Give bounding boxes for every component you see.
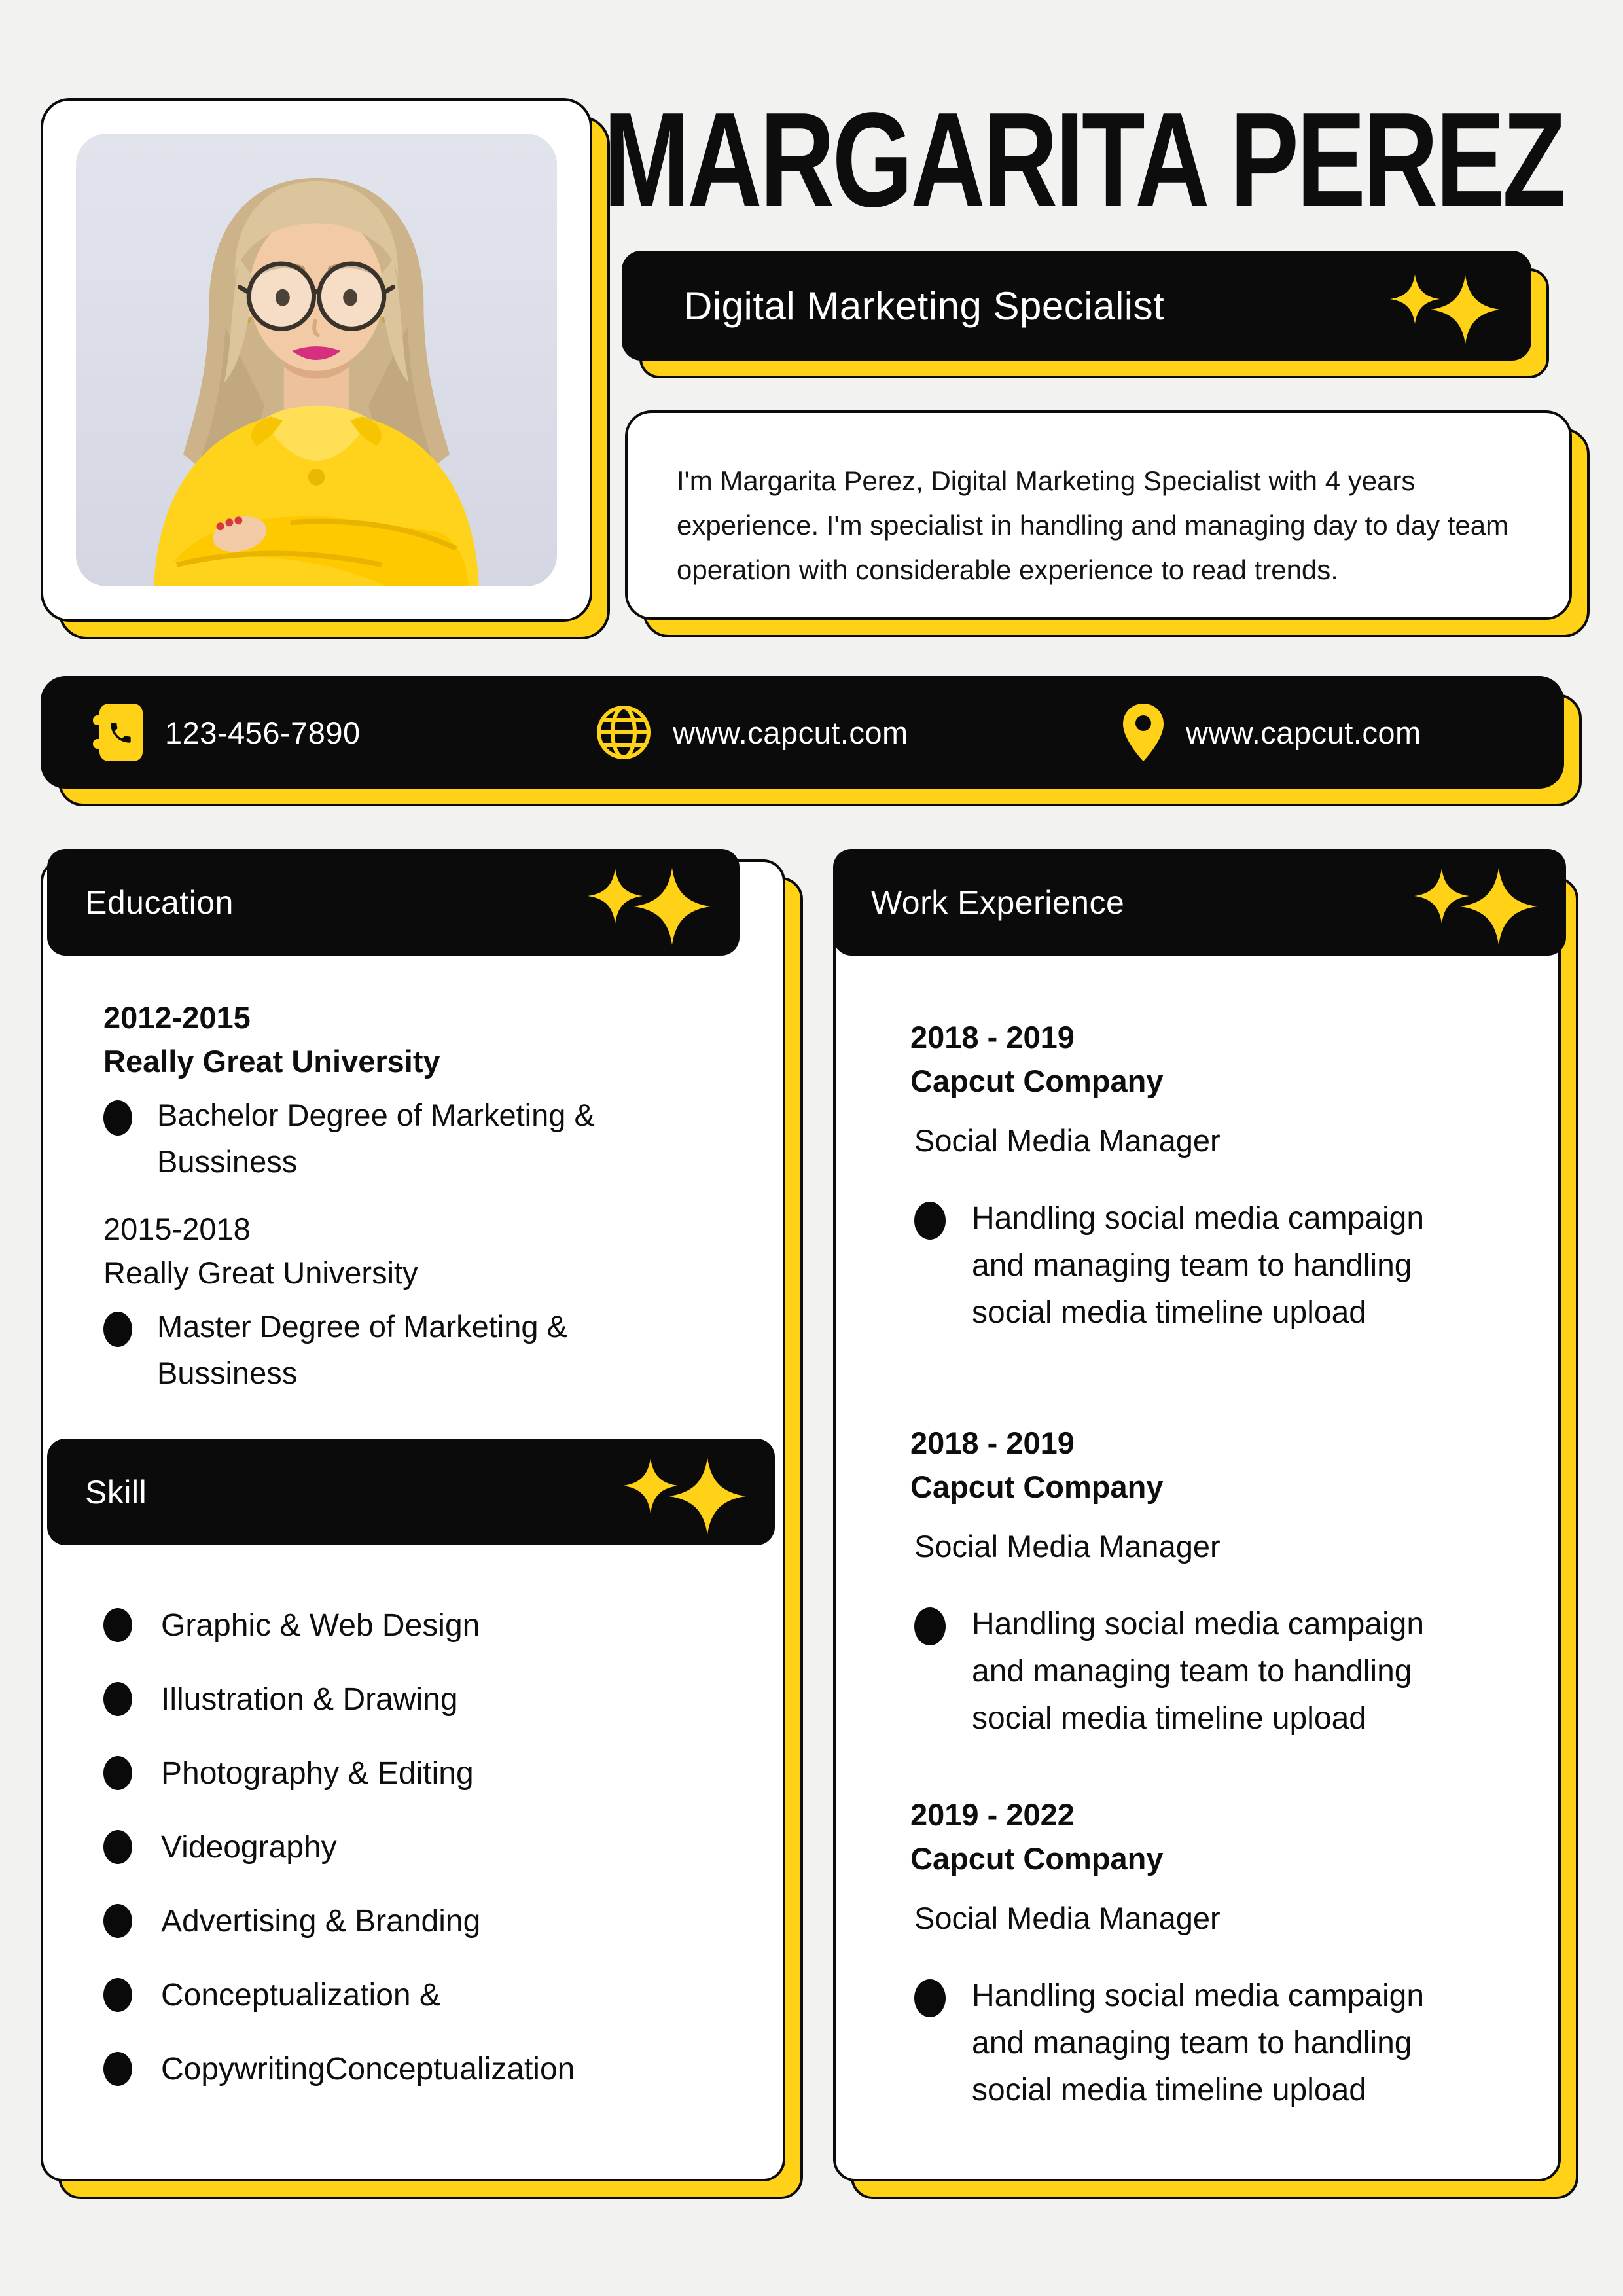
skill-list [103, 1602, 575, 2119]
phone-icon [93, 702, 144, 762]
education-degree: Master Degree of Marketing & Bussiness [157, 1309, 567, 1390]
skill-section-header [47, 1439, 775, 1545]
sparkles-icon [1414, 864, 1537, 941]
job-title-badge [622, 251, 1531, 361]
photo-card [41, 98, 592, 622]
skill-label: Photography & Editing [161, 1755, 474, 1791]
bullet-dot [914, 1202, 946, 1240]
experience-company: Capcut Company [910, 1840, 1164, 1876]
contact-bar [41, 676, 1564, 789]
bullet-dot [914, 1979, 946, 2017]
education-degree-item [103, 1092, 654, 1185]
skill-label: Videography [161, 1829, 337, 1865]
experience-heading: Work Experience [871, 884, 1125, 921]
sparkles-icon [588, 864, 711, 941]
bullet-dot [914, 1607, 946, 1645]
sparkles-icon [623, 1454, 746, 1531]
globe-icon [596, 704, 652, 761]
experience-entry [910, 1422, 1539, 1742]
experience-company: Capcut Company [910, 1469, 1164, 1504]
education-degree-item [103, 1304, 654, 1396]
education-school: Really Great University [103, 1255, 418, 1290]
skill-label: CopywritingConceptualization [161, 2051, 575, 2087]
education-section-header [47, 849, 740, 956]
skill-label: Advertising & Branding [161, 1903, 481, 1939]
skill-heading: Skill [85, 1473, 147, 1511]
education-degree: Bachelor Degree of Marketing & Bussiness [157, 1098, 595, 1179]
education-period: 2015-2018 [103, 1211, 251, 1246]
skill-item [103, 1676, 575, 1723]
profile-photo [76, 134, 557, 586]
education-entry [103, 1208, 418, 1295]
bullet-dot [103, 1830, 132, 1864]
experience-description: Handling social media campaign and managing team to handling social media timeline upload [972, 1979, 1425, 2108]
experience-role: Social Media Manager [914, 1529, 1221, 1564]
bullet-dot [103, 1904, 132, 1938]
skill-label: Graphic & Web Design [161, 1607, 480, 1643]
about-card [625, 410, 1572, 620]
right-column [833, 849, 1576, 2217]
experience-description-item [910, 1601, 1539, 1742]
location-pin-icon [1122, 702, 1165, 762]
left-column [41, 849, 787, 2217]
experience-company: Capcut Company [910, 1063, 1164, 1098]
skill-label: Conceptualization & [161, 1977, 440, 2013]
location-text: www.capcut.com [1186, 715, 1421, 750]
skill-item [103, 1823, 575, 1871]
experience-entry [910, 1793, 1539, 2114]
sparkles-icon [1390, 271, 1500, 340]
experience-role: Social Media Manager [914, 1901, 1221, 1936]
bullet-dot [103, 2052, 132, 2086]
education-heading: Education [85, 884, 234, 921]
skill-item [103, 1602, 575, 1649]
skill-item [103, 1897, 575, 1945]
education-school: Really Great University [103, 1043, 440, 1079]
experience-description-item [910, 1195, 1539, 1336]
bullet-dot [103, 1608, 132, 1642]
website-url: www.capcut.com [673, 715, 908, 750]
person-name: MARGARITA PEREZ [603, 84, 1563, 235]
bullet-dot [103, 1756, 132, 1790]
bullet-dot [103, 1100, 132, 1136]
experience-entry [910, 1016, 1539, 1336]
experience-role: Social Media Manager [914, 1123, 1221, 1158]
bullet-dot [103, 1312, 132, 1347]
skill-item [103, 1971, 575, 2018]
education-period: 2012-2015 [103, 1000, 251, 1035]
education-entry [103, 996, 440, 1083]
experience-description: Handling social media campaign and managing team to handling social media timeline upload [972, 1607, 1425, 1736]
skill-item [103, 1749, 575, 1797]
about-text: I'm Margarita Perez, Digital Marketing Specialist with 4 years experience. I'm specialist in handling and managing day to day team operation with considerable experience to read trends. [677, 465, 1509, 586]
contact-phone [93, 676, 361, 789]
experience-description: Handling social media campaign and managing team to handling social media timeline upload [972, 1201, 1425, 1331]
bullet-dot [103, 1978, 132, 2012]
experience-description-item [910, 1973, 1539, 2114]
experience-period: 2018 - 2019 [910, 1020, 1075, 1054]
skill-item [103, 2045, 575, 2092]
job-title: Digital Marketing Specialist [684, 283, 1165, 328]
phone-number: 123-456-7890 [165, 715, 361, 750]
contact-location [1122, 676, 1421, 789]
experience-section-header [833, 849, 1566, 956]
bullet-dot [103, 1682, 132, 1716]
skill-label: Illustration & Drawing [161, 1681, 458, 1717]
experience-period: 2019 - 2022 [910, 1797, 1075, 1832]
contact-website [596, 676, 908, 789]
experience-period: 2018 - 2019 [910, 1426, 1075, 1460]
